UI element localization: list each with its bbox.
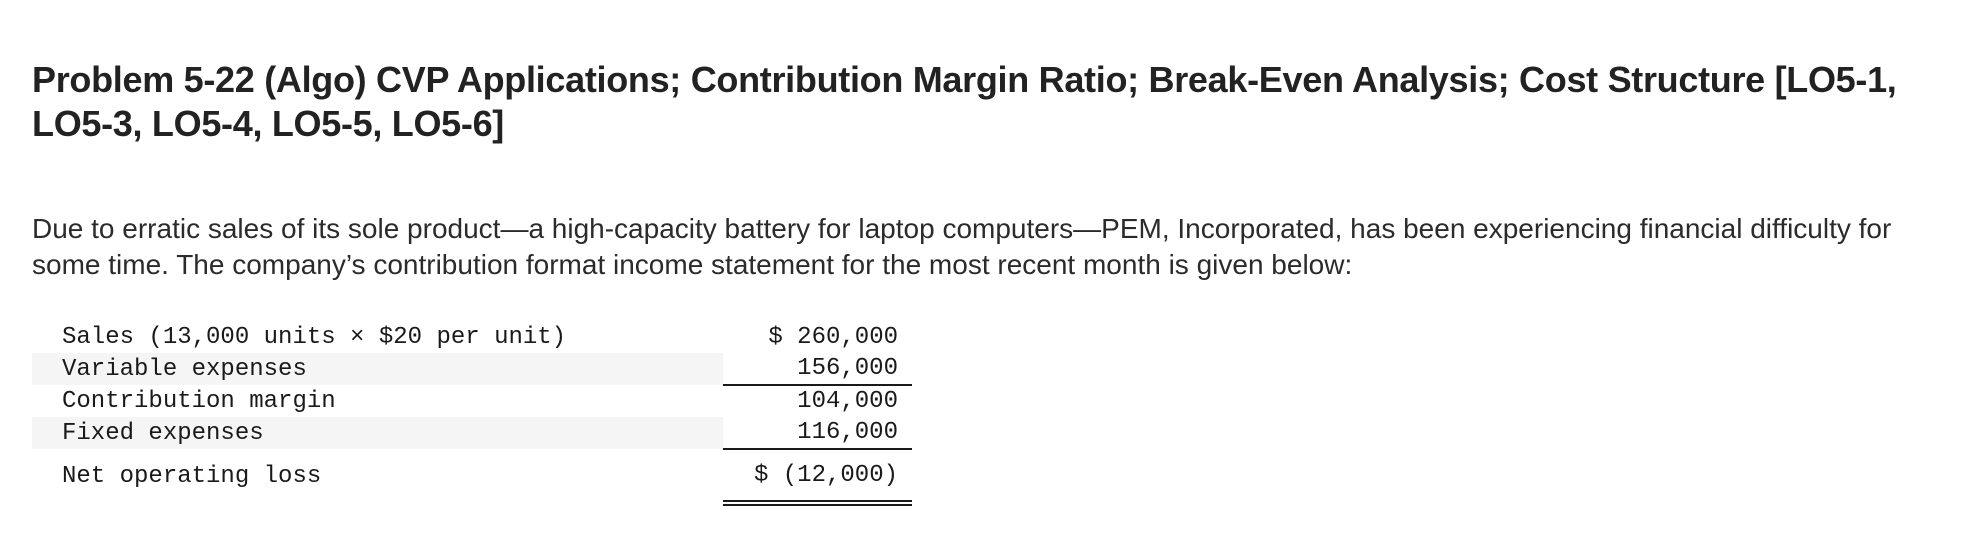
row-label-fixed-expenses: Fixed expenses bbox=[32, 417, 649, 449]
problem-title: Problem 5-22 (Algo) CVP Applications; Contribution Margin Ratio; Break-Even Analysis; Cost Structure [LO5-1, LO5-3, LO5-4, LO5-5, LO5-6] bbox=[32, 59, 1897, 144]
table-row-variable-expenses bbox=[32, 353, 912, 385]
row-amount-fixed-expenses: 116,000 bbox=[723, 417, 912, 449]
row-amount-sales: $ 260,000 bbox=[768, 324, 898, 351]
row-label-sales: Sales (13,000 units × $20 per unit) bbox=[62, 324, 567, 351]
table-row-fixed-expenses bbox=[32, 417, 912, 449]
row-label-net-operating-loss: Net operating loss bbox=[62, 462, 322, 490]
table-row-contribution-margin bbox=[32, 385, 912, 417]
income-statement-table bbox=[32, 322, 912, 506]
problem-intro: Due to erratic sales of its sole product—a high-capacity battery for laptop computers—PEM, Incorporated, has been experiencing financial difficulty for some time. The company’s contribution format income statement for the most recent month is given below: bbox=[32, 213, 1892, 280]
table-row-sales bbox=[32, 322, 912, 353]
table-row-net-operating-loss bbox=[32, 449, 912, 503]
row-label-variable-expenses: Variable expenses bbox=[32, 353, 649, 385]
row-amount-contribution-margin: 104,000 bbox=[797, 388, 898, 415]
row-label-contribution-margin: Contribution margin bbox=[62, 387, 336, 415]
row-amount-variable-expenses: 156,000 bbox=[723, 353, 912, 385]
row-amount-net-operating-loss: $ (12,000) bbox=[723, 449, 912, 503]
